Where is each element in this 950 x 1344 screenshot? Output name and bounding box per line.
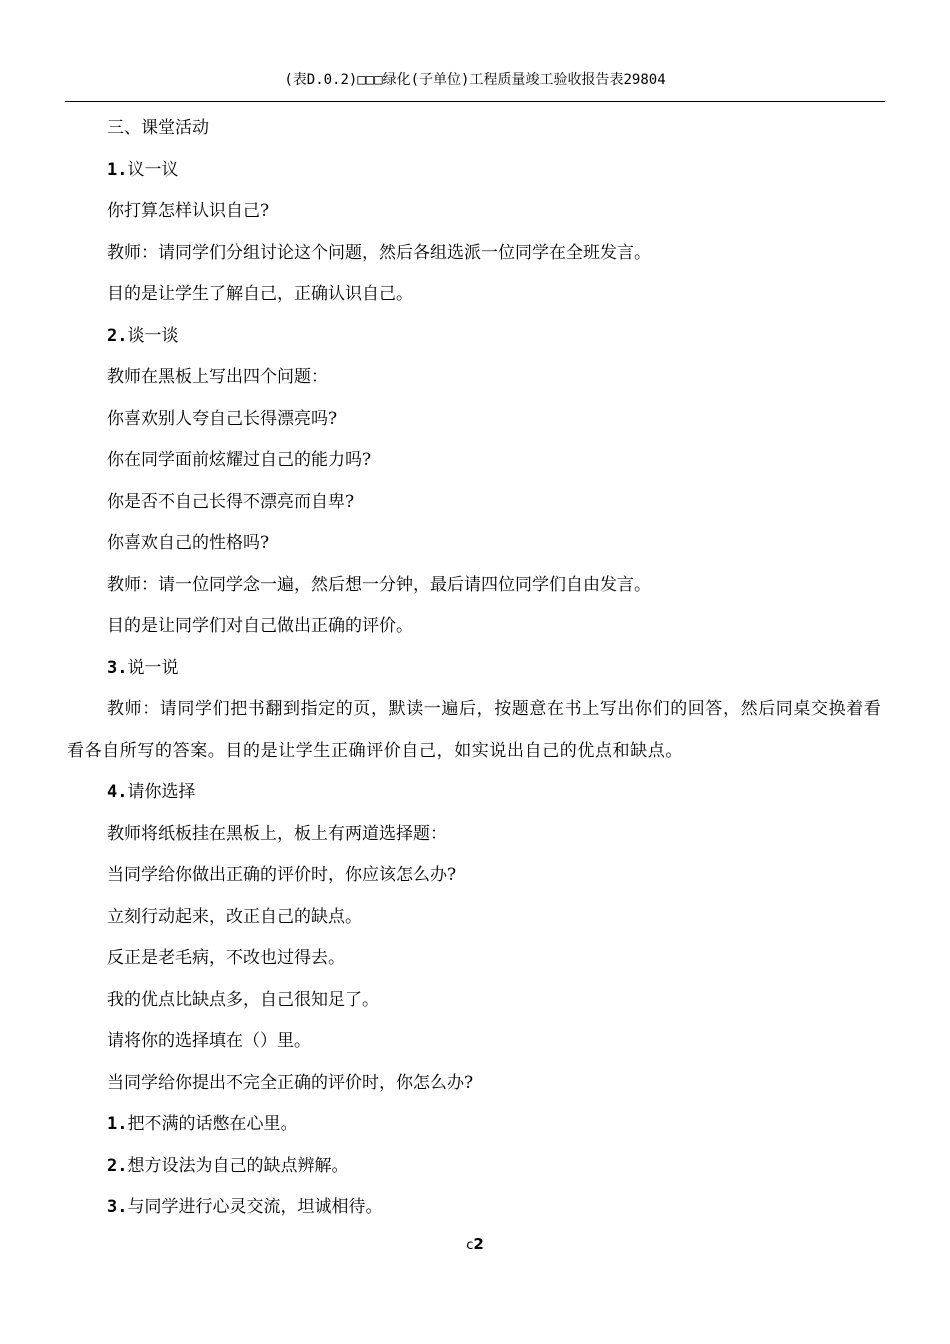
page-footer: [0, 1234, 950, 1256]
paragraph-text: 当同学给你提出不完全正确的评价时，你怎么办?: [107, 1072, 474, 1093]
numbered-heading: [67, 316, 885, 358]
paragraph: [67, 191, 885, 233]
paragraph: [67, 938, 885, 980]
numbered-heading: [67, 150, 885, 192]
numbered-heading: [67, 772, 885, 814]
paragraph: [67, 274, 885, 316]
paragraph-text: 教师：请同学们分组讨论这个问题，然后各组选派一位同学在全班发言。: [107, 242, 651, 263]
paragraph-text: 教师将纸板挂在黑板上，板上有两道选择题：: [107, 823, 447, 844]
paragraph-text: 你喜欢自己的性格吗?: [107, 533, 270, 553]
paragraph-text: 与同学进行心灵交流，坦诚相待。: [127, 1197, 383, 1217]
paragraph-text: 请将你的选择填在（）里。: [107, 1031, 311, 1051]
numbered-heading: [67, 1146, 885, 1188]
paragraph-text: 教师在黑板上写出四个问题：: [107, 367, 328, 387]
paragraph-text: 教师：请一位同学念一遍，然后想一分钟，最后请四位同学们自由发言。: [107, 574, 651, 595]
paragraph-text: 当同学给你做出正确的评价时，你应该怎么办?: [107, 865, 457, 885]
paragraph: [67, 482, 885, 524]
paragraph-text: 你在同学面前炫耀过自己的能力吗?: [107, 450, 372, 470]
paragraph: [67, 399, 885, 441]
item-number: 2.: [107, 325, 128, 346]
paragraph-text: 请你选择: [127, 782, 196, 802]
paragraph: [67, 1063, 885, 1105]
paragraph: [67, 523, 885, 565]
paragraph-text: 你是否不自己长得不漂亮而自卑?: [107, 491, 355, 512]
header-divider: [65, 101, 885, 102]
paragraph-text: 教师：请同学们把书翻到指定的页，默读一遍后，按题意在书上写出你们的回答，然后同桌交换着看看各自所写的答案。目的是让学生正确评价自己，如实说出自己的优点和缺点。: [67, 699, 882, 761]
item-number: 3.: [107, 657, 128, 678]
paragraph: [67, 897, 885, 939]
paragraph: [67, 440, 885, 482]
paragraph-text: 目的是让学生了解自己，正确认识自己。: [107, 284, 413, 304]
paragraph-text: 说一说: [127, 657, 179, 678]
paragraph-text: 你打算怎样认识自己?: [107, 201, 270, 221]
paragraph: [67, 814, 885, 856]
paragraph-text: 反正是老毛病，不改也过得去。: [107, 948, 345, 968]
paragraph-text: 谈一谈: [127, 325, 179, 346]
paragraph: [67, 689, 885, 772]
paragraph-text: 立刻行动起来，改正自己的缺点。: [107, 906, 362, 927]
item-number: 3.: [107, 1197, 128, 1217]
paragraph-text: 议一议: [127, 159, 179, 180]
paragraph-text: 三、课堂活动: [107, 118, 209, 138]
item-number: 1.: [107, 159, 128, 180]
paragraph: [67, 565, 885, 607]
item-number: 4.: [107, 782, 128, 802]
page-header: [0, 70, 950, 90]
paragraph: [67, 606, 885, 648]
numbered-heading: [67, 648, 885, 690]
paragraph: [67, 108, 885, 150]
paragraph-text: 目的是让同学们对自己做出正确的评价。: [107, 616, 413, 636]
item-number: 1.: [107, 1114, 128, 1134]
paragraph: [67, 980, 885, 1022]
numbered-heading: [67, 1104, 885, 1146]
footer-prefix: c: [466, 1238, 474, 1253]
paragraph: [67, 855, 885, 897]
paragraph: [67, 357, 885, 399]
paragraph-text: 想方设法为自己的缺点辨解。: [127, 1155, 349, 1176]
header-title: (表D.0.2)□□□绿化(子单位)工程质量竣工验收报告表29804: [284, 72, 666, 88]
paragraph-text: 我的优点比缺点多，自己很知足了。: [107, 989, 379, 1010]
item-number: 2.: [107, 1155, 128, 1176]
paragraph: [67, 1021, 885, 1063]
page-number: 2: [473, 1235, 484, 1253]
numbered-heading: [67, 1187, 885, 1229]
paragraph-text: 你喜欢别人夸自己长得漂亮吗?: [107, 408, 338, 429]
document-body: [67, 108, 885, 1229]
paragraph: [67, 233, 885, 275]
paragraph-text: 把不满的话憋在心里。: [127, 1114, 298, 1134]
